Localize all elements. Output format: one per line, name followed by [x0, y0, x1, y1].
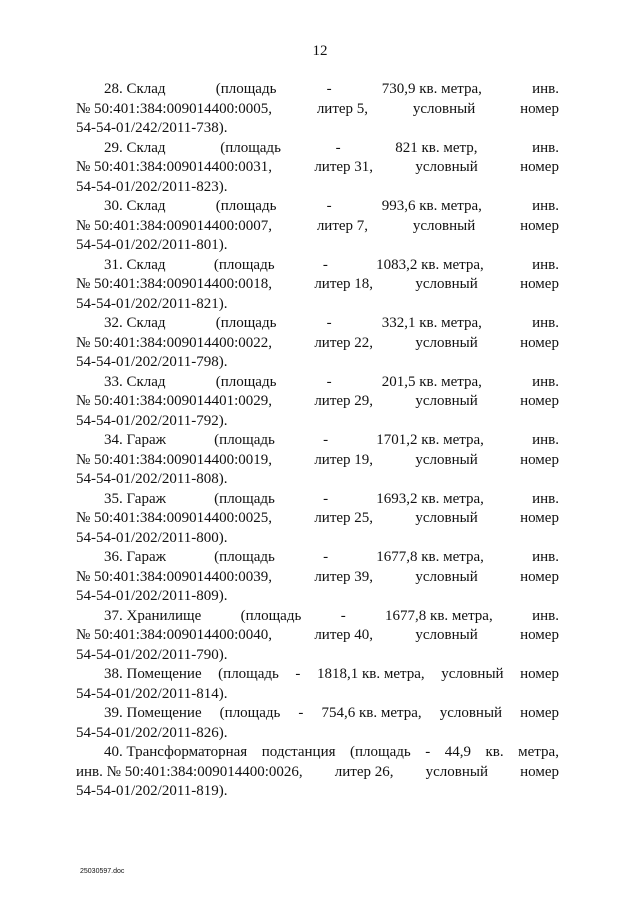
- text-line: [76, 119, 559, 139]
- text-segment: инв.: [532, 549, 559, 565]
- text-segment: номер: [520, 510, 559, 526]
- text-segment: № 50:401:384:009014400:0022,: [76, 334, 272, 351]
- text-segment: инв.: [532, 490, 559, 507]
- list-item: [76, 197, 559, 256]
- text-segment: литер 22,: [314, 334, 374, 351]
- text-segment: (площадь: [240, 607, 302, 624]
- text-segment: условный: [412, 217, 476, 234]
- text-segment: (площадь: [214, 549, 275, 565]
- text-segment: номер: [520, 451, 559, 468]
- text-segment: 1677,8 кв. метра,: [385, 607, 493, 624]
- text-segment: инв.: [532, 198, 559, 214]
- text-segment: 36. Гараж: [104, 549, 166, 565]
- text-line: [76, 314, 559, 334]
- list-item: [76, 490, 559, 549]
- text-line: [76, 412, 559, 432]
- text-segment: 54-54-01/202/2011-823).: [76, 178, 228, 195]
- text-line: [76, 509, 559, 529]
- text-line: [76, 743, 559, 763]
- text-segment: номер: [520, 763, 559, 780]
- text-segment: -: [323, 432, 329, 448]
- text-line: [76, 704, 559, 724]
- text-segment: 37. Хранилище: [104, 607, 202, 624]
- text-segment: номер: [520, 393, 559, 409]
- text-line: [76, 334, 559, 354]
- text-line: [76, 100, 559, 120]
- text-segment: литер 40,: [314, 627, 374, 643]
- text-segment: № 50:401:384:009014400:0040,: [76, 627, 272, 643]
- text-line: [76, 451, 559, 471]
- text-segment: № 50:401:384:009014400:0039,: [76, 568, 272, 585]
- text-line: [76, 470, 559, 490]
- list-item: [76, 139, 559, 198]
- text-segment: -: [323, 549, 329, 565]
- text-segment: номер: [520, 666, 559, 682]
- text-segment: номер: [520, 159, 559, 175]
- text-segment: 29. Склад: [104, 139, 166, 156]
- text-line: [76, 197, 559, 217]
- list-item: [76, 548, 559, 607]
- text-segment: литер 19,: [314, 451, 374, 468]
- text-segment: -: [295, 666, 301, 682]
- text-segment: 33. Склад: [104, 373, 166, 390]
- text-segment: литер 26,: [334, 763, 394, 780]
- text-line: [76, 80, 559, 100]
- text-segment: -: [335, 139, 341, 156]
- document-body: [76, 80, 559, 802]
- text-segment: инв.: [532, 256, 559, 273]
- text-segment: инв.: [532, 315, 559, 331]
- text-segment: условный: [415, 568, 478, 585]
- text-line: [76, 626, 559, 646]
- text-segment: (площадь: [220, 139, 281, 156]
- text-segment: литер 31,: [314, 159, 374, 175]
- text-segment: условный: [425, 763, 488, 780]
- text-segment: -: [323, 490, 329, 507]
- text-segment: (площадь: [350, 744, 411, 760]
- text-segment: 44,9: [444, 744, 471, 760]
- text-segment: (площадь: [215, 81, 277, 97]
- text-segment: литер 18,: [314, 276, 374, 292]
- text-segment: номер: [520, 100, 559, 117]
- text-segment: номер: [520, 334, 559, 351]
- text-segment: 54-54-01/202/2011-826).: [76, 724, 228, 741]
- text-segment: 54-54-01/202/2011-790).: [76, 646, 228, 663]
- text-segment: подстанция: [261, 744, 336, 760]
- text-line: [76, 607, 559, 627]
- list-item: [76, 743, 559, 802]
- list-item: [76, 80, 559, 139]
- text-segment: номер: [520, 568, 559, 585]
- text-segment: 31. Склад: [104, 256, 166, 273]
- text-segment: № 50:401:384:009014400:0031,: [76, 159, 272, 175]
- text-segment: 35. Гараж: [104, 490, 166, 507]
- text-segment: 54-54-01/202/2011-819).: [76, 783, 228, 799]
- list-item: [76, 373, 559, 432]
- text-segment: 54-54-01/202/2011-821).: [76, 295, 228, 312]
- text-segment: инв.: [532, 432, 559, 448]
- text-segment: (площадь: [215, 198, 277, 214]
- text-segment: номер: [520, 217, 559, 234]
- text-segment: № 50:401:384:009014400:0018,: [76, 276, 272, 292]
- text-segment: № 50:401:384:009014400:0019,: [76, 451, 272, 468]
- text-segment: 730,9 кв. метра,: [381, 81, 482, 97]
- text-segment: условный: [415, 334, 478, 351]
- text-segment: 54-54-01/242/2011-738).: [76, 120, 228, 136]
- text-line: [76, 295, 559, 315]
- text-segment: 39. Помещение: [104, 705, 202, 721]
- text-segment: инв.: [532, 373, 559, 390]
- text-segment: условный: [441, 666, 504, 682]
- text-segment: инв.: [532, 139, 559, 156]
- text-segment: 54-54-01/202/2011-809).: [76, 588, 228, 604]
- text-segment: инв. № 50:401:384:009014400:0026,: [76, 763, 303, 780]
- list-item: [76, 607, 559, 666]
- list-item: [76, 704, 559, 743]
- text-segment: -: [322, 256, 328, 273]
- text-segment: (площадь: [213, 256, 275, 273]
- text-line: [76, 256, 559, 276]
- text-segment: 54-54-01/202/2011-798).: [76, 354, 228, 370]
- text-segment: литер 5,: [316, 100, 369, 117]
- text-line: [76, 178, 559, 198]
- text-segment: 38. Помещение: [104, 666, 202, 682]
- text-segment: условный: [415, 159, 478, 175]
- text-line: [76, 665, 559, 685]
- text-segment: № 50:401:384:009014401:0029,: [76, 393, 272, 409]
- text-segment: литер 25,: [314, 510, 374, 526]
- text-line: [76, 373, 559, 393]
- text-segment: 821 кв. метр,: [395, 139, 478, 156]
- text-segment: (площадь: [218, 666, 279, 682]
- text-segment: -: [326, 198, 332, 214]
- text-segment: № 50:401:384:009014400:0005,: [76, 100, 272, 117]
- text-segment: -: [326, 81, 332, 97]
- text-segment: литер 29,: [314, 393, 374, 409]
- text-line: [76, 782, 559, 802]
- text-segment: (площадь: [215, 315, 277, 331]
- list-item: [76, 431, 559, 490]
- text-segment: (площадь: [214, 432, 275, 448]
- text-segment: номер: [520, 705, 559, 721]
- text-segment: № 50:401:384:009014400:0007,: [76, 217, 272, 234]
- text-line: [76, 548, 559, 568]
- text-segment: 1818,1 кв. метра,: [316, 666, 425, 682]
- text-segment: номер: [520, 276, 559, 292]
- text-line: [76, 490, 559, 510]
- text-line: [76, 568, 559, 588]
- text-segment: условный: [412, 100, 476, 117]
- text-segment: 54-54-01/202/2011-792).: [76, 412, 228, 429]
- text-segment: 54-54-01/202/2011-814).: [76, 685, 228, 702]
- text-segment: инв.: [532, 607, 559, 624]
- text-line: [76, 217, 559, 237]
- text-segment: 32. Склад: [104, 315, 166, 331]
- text-segment: 1677,8 кв. метра,: [376, 549, 484, 565]
- text-segment: (площадь: [215, 373, 277, 390]
- text-segment: литер 7,: [316, 217, 369, 234]
- text-segment: литер 39,: [314, 568, 374, 585]
- text-line: [76, 529, 559, 549]
- text-line: [76, 353, 559, 373]
- text-segment: условный: [439, 705, 503, 721]
- text-segment: метра,: [518, 744, 559, 760]
- text-segment: условный: [415, 276, 478, 292]
- text-segment: 40. Трансформаторная: [104, 744, 248, 760]
- text-line: [76, 431, 559, 451]
- text-segment: (площадь: [214, 490, 275, 507]
- text-line: [76, 275, 559, 295]
- list-item: [76, 665, 559, 704]
- text-segment: 201,5 кв. метра,: [381, 373, 482, 390]
- text-segment: 993,6 кв. метра,: [381, 198, 482, 214]
- text-segment: 1083,2 кв. метра,: [376, 256, 484, 273]
- text-line: [76, 646, 559, 666]
- text-segment: условный: [415, 393, 478, 409]
- text-segment: 34. Гараж: [104, 432, 166, 448]
- text-segment: 332,1 кв. метра,: [381, 315, 482, 331]
- text-segment: номер: [520, 627, 559, 643]
- text-segment: -: [298, 705, 304, 721]
- text-line: [76, 724, 559, 744]
- text-segment: 28. Склад: [104, 81, 166, 97]
- text-segment: -: [326, 373, 332, 390]
- text-segment: условный: [415, 451, 478, 468]
- text-line: [76, 587, 559, 607]
- text-line: [76, 236, 559, 256]
- list-item: [76, 314, 559, 373]
- text-segment: условный: [415, 510, 478, 526]
- text-line: [76, 158, 559, 178]
- text-segment: 1701,2 кв. метра,: [376, 432, 484, 448]
- text-segment: 1693,2 кв. метра,: [376, 490, 484, 507]
- text-segment: -: [425, 744, 431, 760]
- text-segment: -: [326, 315, 332, 331]
- text-segment: 54-54-01/202/2011-808).: [76, 471, 228, 487]
- text-segment: кв.: [485, 744, 504, 760]
- page-number: 12: [312, 43, 328, 59]
- text-line: [76, 139, 559, 159]
- list-item: [76, 256, 559, 315]
- file-name-footer: 25030597.doc: [80, 868, 125, 875]
- text-segment: (площадь: [219, 705, 281, 721]
- text-segment: 754,6 кв. метра,: [321, 705, 422, 721]
- text-line: [76, 685, 559, 705]
- text-segment: 54-54-01/202/2011-801).: [76, 237, 228, 253]
- text-segment: условный: [415, 627, 478, 643]
- text-segment: -: [340, 607, 346, 624]
- text-segment: 30. Склад: [104, 198, 166, 214]
- text-line: [76, 392, 559, 412]
- text-segment: № 50:401:384:009014400:0025,: [76, 510, 272, 526]
- text-segment: 54-54-01/202/2011-800).: [76, 529, 228, 546]
- text-segment: инв.: [532, 81, 559, 97]
- text-line: [76, 763, 559, 783]
